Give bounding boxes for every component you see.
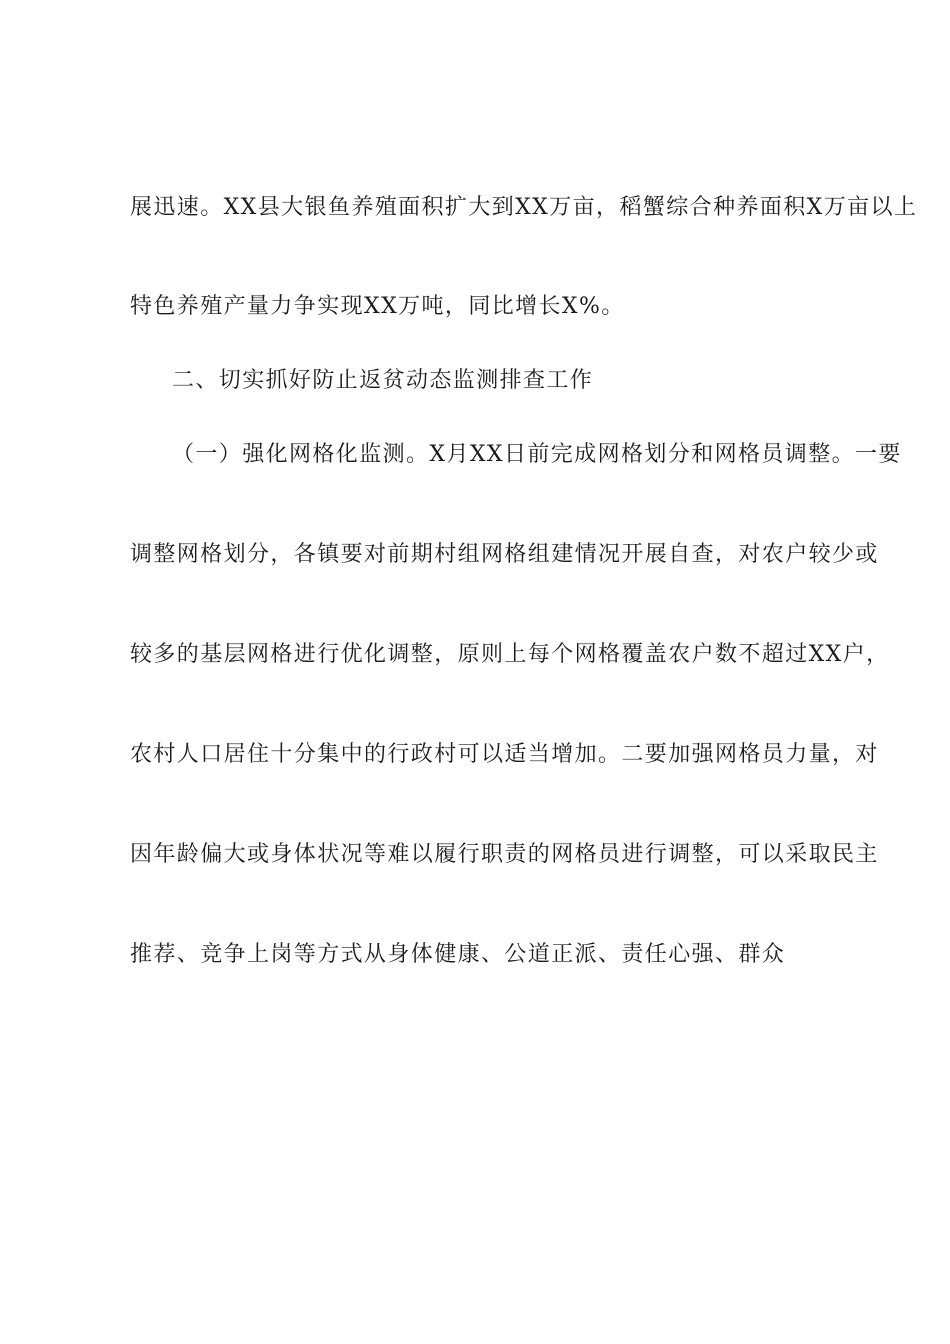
paragraph-line: 因年龄偏大或身体状况等难以履行职责的网格员进行调整，可以采取民主 xyxy=(130,842,879,867)
paragraph-line: 推荐、竞争上岗等方式从身体健康、公道正派、责任心强、群众 xyxy=(130,942,786,967)
paragraph-line: 调整网格划分，各镇要对前期村组网格组建情况开展自查，对农户较少或 xyxy=(130,542,879,567)
paragraph-line: 农村人口居住十分集中的行政村可以适当增加。二要加强网格员力量，对 xyxy=(130,742,879,767)
section-heading: 二、切实抓好防止返贫动态监测排查工作 xyxy=(172,368,594,393)
paragraph-line: 特色养殖产量力争实现XX万吨，同比增长X%。 xyxy=(130,294,625,319)
paragraph-line: 展迅速。XX县大银鱼养殖面积扩大到XX万亩，稻蟹综合种养面积X万亩以上 xyxy=(130,195,918,220)
subsection-heading-line: （一）强化网格化监测。X月XX日前完成网格划分和网格员调整。一要 xyxy=(172,442,902,467)
paragraph-line: 较多的基层网格进行优化调整，原则上每个网格覆盖农户数不超过XX户， xyxy=(130,642,890,667)
